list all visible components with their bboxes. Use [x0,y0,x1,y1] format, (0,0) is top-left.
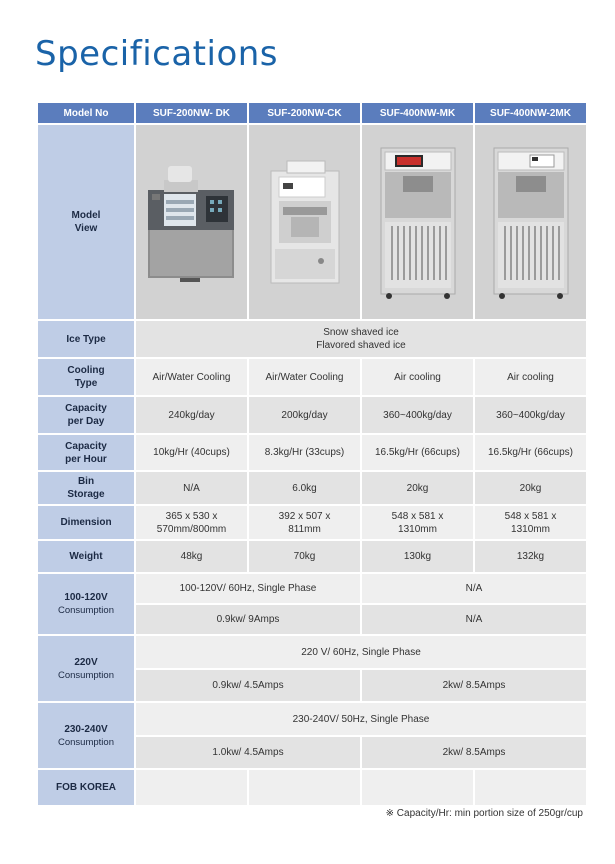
row-label [38,636,134,701]
row-label [38,472,134,504]
spec-table [36,101,588,807]
dimension-line: 365 x 530 x [165,510,218,522]
row-label: FOB KOREA [38,770,134,805]
spec-cell: 100-120V/ 60Hz, Single Phase [136,574,360,603]
spec-cell [136,506,247,539]
spec-cell: 16.5kg/Hr (66cups) [362,435,473,470]
spec-cell [362,506,473,539]
spec-cell: Air cooling [475,359,586,395]
row-label-line: 100-120V [64,592,108,603]
spec-cell [475,770,586,805]
spec-cell: 2kw/ 8.5Amps [362,670,586,701]
spec-cell: 0.9kw/ 9Amps [136,605,360,634]
spec-cell: 130kg [362,541,473,572]
row-label-sub: Consumption [58,669,114,681]
voltage-100-row [38,574,586,603]
row-label [38,703,134,768]
spec-cell: 360~400kg/day [362,397,473,433]
model-name: SUF-200NW- DK [136,103,247,123]
spec-cell: 360~400kg/day [475,397,586,433]
spec-cell: 1.0kw/ 4.5Amps [136,737,360,768]
row-label-line: Bin [77,476,95,487]
row-label-line: Type [74,378,98,389]
ice-type-line: Flavored shaved ice [316,340,406,351]
row-label-line: per Hour [65,453,107,465]
dimension-line: 811mm [288,523,321,535]
spec-cell: 16.5kg/Hr (66cups) [475,435,586,470]
row-label-line: Cooling [67,365,105,376]
spec-cell: 2kw/ 8.5Amps [362,737,586,768]
row-label-sub: Consumption [58,605,114,616]
row-label-line: per Day [67,416,105,427]
machine-image-ck [249,125,360,319]
spec-cell: 220 V/ 60Hz, Single Phase [136,636,586,668]
spec-cell: 70kg [249,541,360,572]
row-label [38,574,134,634]
spec-cell [249,506,360,539]
row-label: Ice Type [38,321,134,357]
model-view-row [38,125,586,319]
row-label-line: View [74,223,98,234]
row-label-line: Storage [67,489,105,500]
spec-cell: 230-240V/ 50Hz, Single Phase [136,703,586,735]
spec-cell: N/A [362,574,586,603]
header-row [38,103,586,123]
row-label: Dimension [38,506,134,539]
machine-image-2mk [475,125,586,319]
spec-cell: 48kg [136,541,247,572]
spec-cell: 240kg/day [136,397,247,433]
ice-type-line: Snow shaved ice [323,327,399,338]
spec-cell: 0.9kw/ 4.5Amps [136,670,360,701]
dimension-line: 570mm/800mm [156,523,227,535]
row-label-line: Capacity [65,403,107,414]
spec-cell: N/A [362,605,586,634]
model-name: SUF-400NW-2MK [475,103,586,123]
footnote: ※ Capacity/Hr: min portion size of 250gr/cup [385,808,583,819]
spec-cell: Air cooling [362,359,473,395]
bin-storage-row [38,472,586,504]
page-title: Specifications [35,34,279,74]
row-label [38,435,134,470]
spec-cell [249,770,360,805]
row-label-line: Capacity [65,440,107,452]
spec-cell: 132kg [475,541,586,572]
spec-cell: 8.3kg/Hr (33cups) [249,435,360,470]
spec-cell: 20kg [475,472,586,504]
weight-row [38,541,586,572]
voltage-220-row [38,636,586,668]
row-label-sub: Consumption [58,736,114,748]
spec-cell: 10kg/Hr (40cups) [136,435,247,470]
row-label: Weight [38,541,134,572]
spec-cell: Air/Water Cooling [136,359,247,395]
cooling-row [38,359,586,395]
model-name: SUF-400NW-MK [362,103,473,123]
dimension-line: 1310mm [398,523,437,535]
header-label: Model No [38,103,134,123]
dimension-line: 548 x 581 x [504,510,557,522]
spec-cell: Air/Water Cooling [249,359,360,395]
spec-cell: N/A [136,472,247,504]
capacity-hour-row [38,435,586,470]
machine-image-mk [362,125,473,319]
spec-cell: 6.0kg [249,472,360,504]
dimension-line: 392 x 507 x [278,510,331,522]
ice-type-value [136,321,586,357]
row-label-line: 220V [74,656,98,668]
spec-cell: 20kg [362,472,473,504]
dimension-row [38,506,586,539]
fob-row [38,770,586,805]
row-label [38,359,134,395]
dimension-line: 548 x 581 x [391,510,444,522]
spec-cell [475,506,586,539]
capacity-day-row [38,397,586,433]
ice-type-row [38,321,586,357]
dimension-line: 1310mm [511,523,550,535]
spec-cell: 200kg/day [249,397,360,433]
machine-image-dk [136,125,247,319]
spec-cell [362,770,473,805]
voltage-230-row [38,703,586,735]
row-label [38,125,134,319]
row-label-line: Model [71,210,101,221]
spec-cell [136,770,247,805]
row-label-line: 230-240V [64,723,108,735]
row-label [38,397,134,433]
model-name: SUF-200NW-CK [249,103,360,123]
